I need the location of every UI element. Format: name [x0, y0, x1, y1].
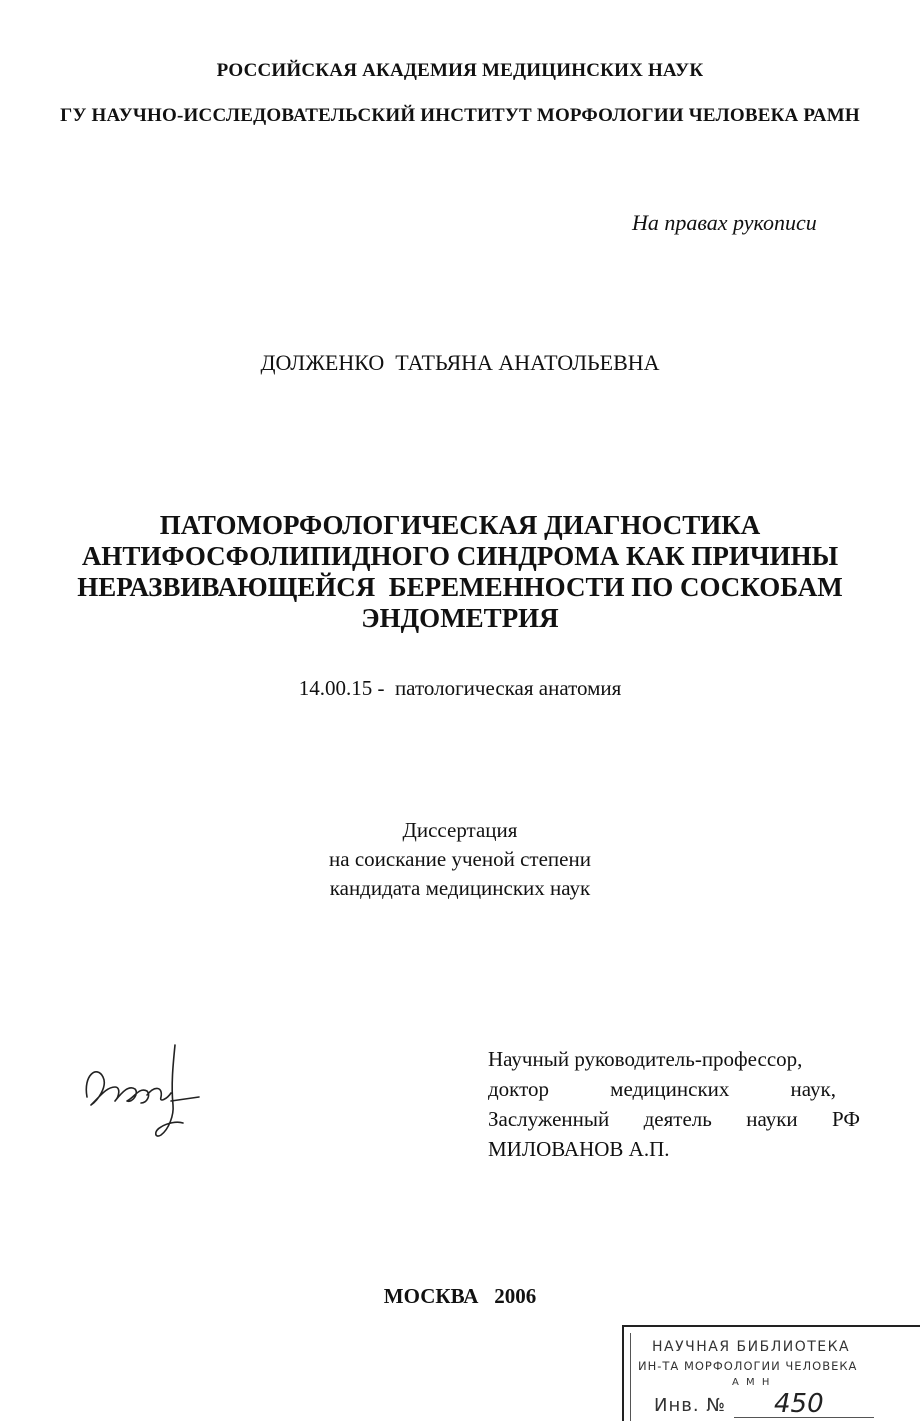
supervisor-honor-word: деятель [643, 1107, 712, 1131]
supervisor-degree-word: доктор [488, 1077, 550, 1101]
organization-name: РОССИЙСКАЯ АКАДЕМИЯ МЕДИЦИНСКИХ НАУК [216, 60, 704, 81]
stamp-library-name: НАУЧНАЯ БИБЛИОТЕКА [652, 1339, 851, 1355]
supervisor-degree-word: медицинских [610, 1077, 730, 1101]
title-line: ЭНДОМЕТРИЯ [361, 603, 559, 633]
degree-line: Диссертация [402, 818, 518, 842]
degree-statement [0, 816, 920, 903]
supervisor-honor-word: РФ [832, 1107, 860, 1131]
stamp-inventory-number: 450 [774, 1389, 824, 1419]
manuscript-rights-note: На правах рукописи [632, 210, 817, 235]
supervisor-name: МИЛОВАНОВ А.П. [488, 1137, 670, 1161]
stamp-inventory-label: Инв. № [654, 1395, 727, 1416]
stamp-institute-name: ИН-ТА МОРФОЛОГИИ ЧЕЛОВЕКА [638, 1359, 858, 1373]
scientific-supervisor [488, 1044, 866, 1164]
title-line: ПАТОМОРФОЛОГИЧЕСКАЯ ДИАГНОСТИКА [159, 510, 761, 540]
stamp-academy: А М Н [732, 1377, 772, 1388]
degree-line: кандидата медицинских наук [329, 876, 591, 900]
supervisor-title: Научный руководитель-профессор, [488, 1047, 803, 1071]
supervisor-degree-word: наук, [790, 1077, 836, 1101]
city-year: МОСКВА 2006 [383, 1284, 537, 1308]
author-name: ДОЛЖЕНКО ТАТЬЯНА АНАТОЛЬЕВНА [260, 350, 660, 375]
dissertation-title [20, 510, 900, 634]
title-line: АНТИФОСФОЛИПИДНОГО СИНДРОМА КАК ПРИЧИНЫ [81, 541, 839, 571]
supervisor-honor-word: Заслуженный [488, 1107, 610, 1131]
supervisor-honor-word: науки [746, 1107, 798, 1131]
institute-name: ГУ НАУЧНО-ИССЛЕДОВАТЕЛЬСКИЙ ИНСТИТУТ МОРФОЛОГИИ ЧЕЛОВЕКА РАМН [60, 105, 860, 126]
library-stamp [622, 1325, 920, 1421]
supervisor-degree [488, 1074, 836, 1104]
title-line: НЕРАЗВИВАЮЩЕЙСЯ БЕРЕМЕННОСТИ ПО СОСКОБАМ [77, 572, 843, 602]
degree-line: на соискание ученой степени [329, 847, 591, 871]
handwritten-signature [75, 1035, 225, 1150]
supervisor-honor [488, 1104, 860, 1134]
specialty-code: 14.00.15 - патологическая анатомия [298, 676, 622, 700]
